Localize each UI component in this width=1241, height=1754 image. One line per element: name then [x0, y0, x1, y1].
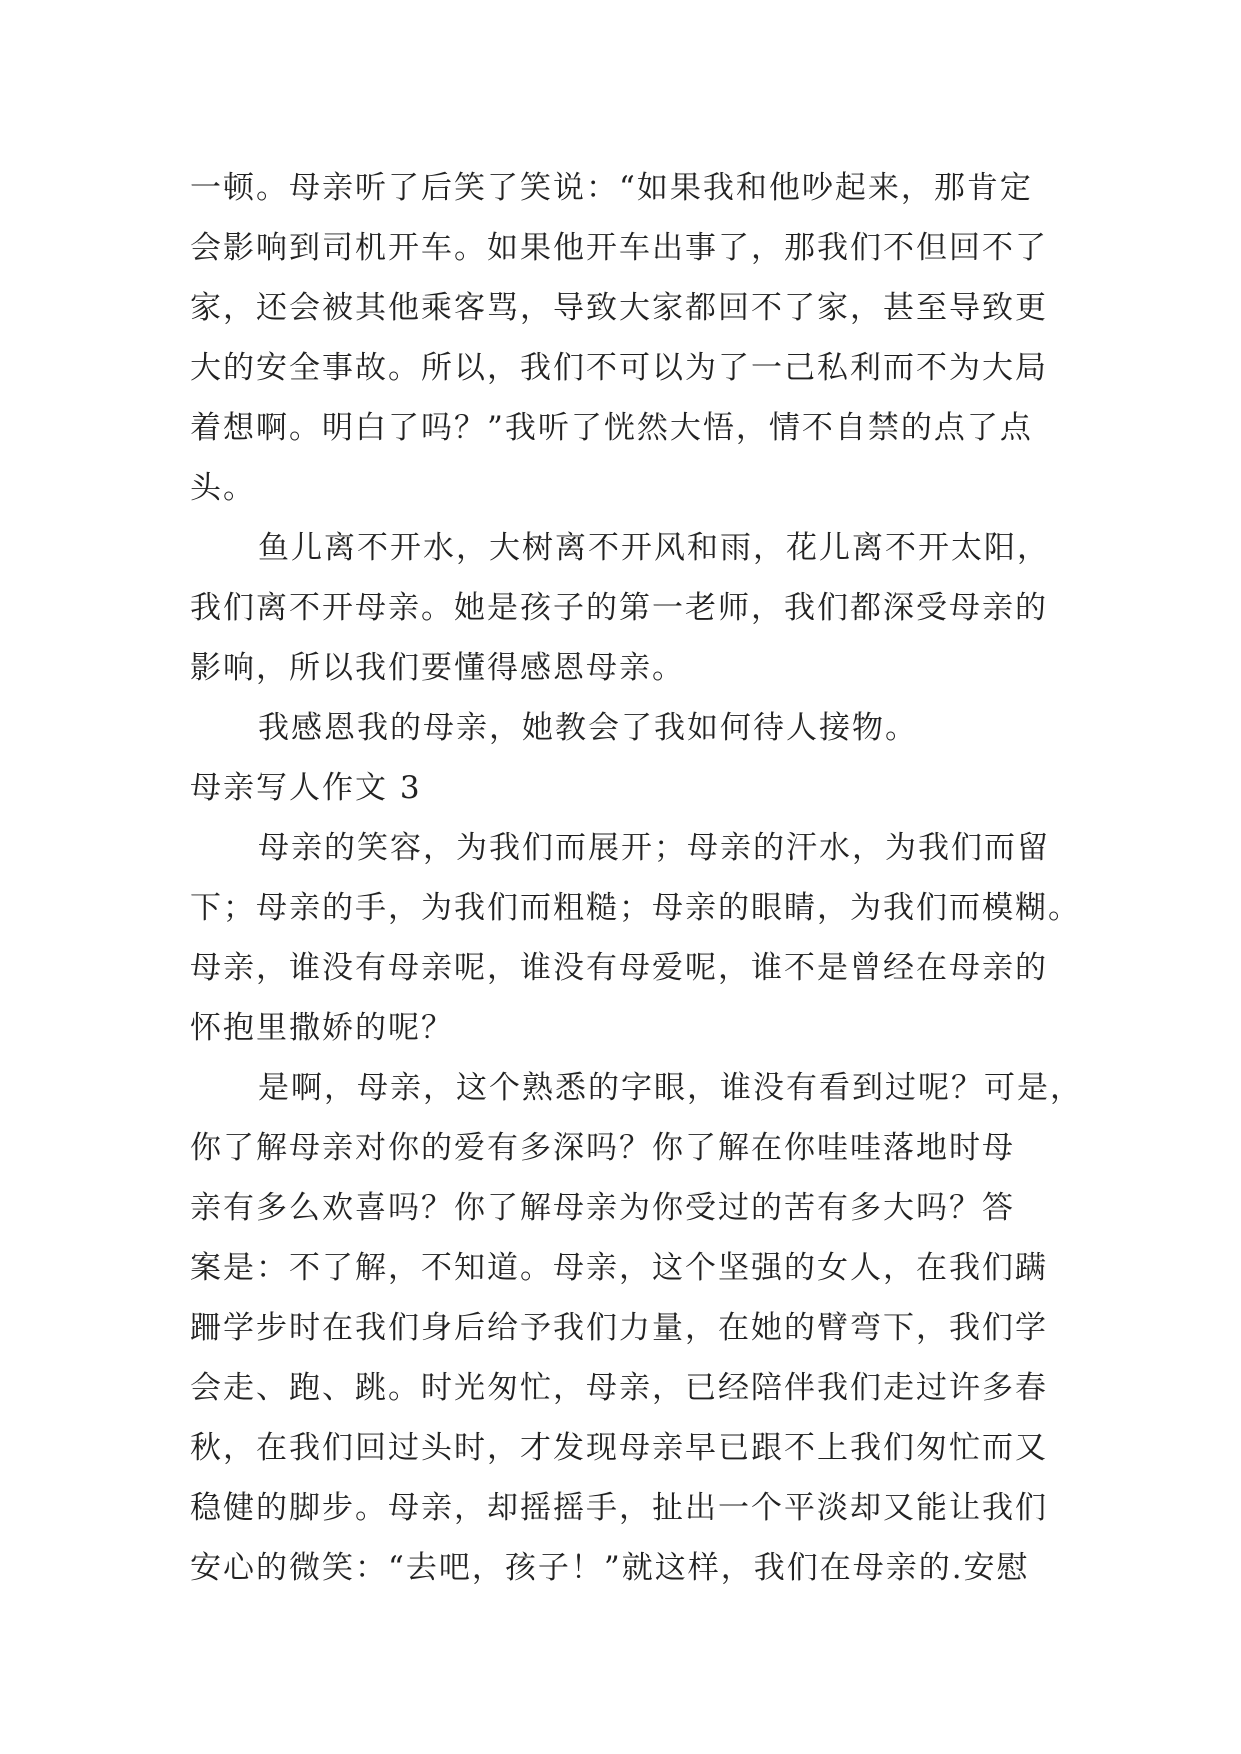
text-line: 我们离不开母亲。她是孩子的第一老师，我们都深受母亲的 [190, 590, 1048, 626]
text-line: 安心的微笑：“去吧，孩子！”就这样，我们在母亲的.安慰 [190, 1550, 1030, 1586]
paragraph-start-line: 鱼儿离不开水，大树离不开风和雨，花儿离不开太阳， [258, 530, 1050, 566]
text-line: 会影响到司机开车。如果他开车出事了，那我们不但回不了 [190, 230, 1048, 266]
text-line: 亲有多么欢喜吗？你了解母亲为你受过的苦有多大吗？答 [190, 1190, 1015, 1226]
paragraph-start-line: 是啊，母亲，这个熟悉的字眼，谁没有看到过呢？可是， [258, 1070, 1083, 1106]
section-title: 母亲写人作文 3 [190, 770, 422, 806]
text-line: 稳健的脚步。母亲，却摇摇手，扯出一个平淡却又能让我们 [190, 1490, 1048, 1526]
text-line: 家，还会被其他乘客骂，导致大家都回不了家，甚至导致更 [190, 290, 1048, 326]
article-body [190, 158, 1083, 1598]
text-line: 影响，所以我们要懂得感恩母亲。 [190, 650, 685, 686]
text-line: 下；母亲的手，为我们而粗糙；母亲的眼睛，为我们而模糊。 [190, 890, 1081, 926]
text-line: 母亲，谁没有母亲呢，谁没有母爱呢，谁不是曾经在母亲的 [190, 950, 1048, 986]
text-line: 跚学步时在我们身后给予我们力量，在她的臂弯下，我们学 [190, 1310, 1048, 1346]
text-line: 大的安全事故。所以，我们不可以为了一己私利而不为大局 [190, 350, 1048, 386]
text-line: 会走、跑、跳。时光匆忙，母亲，已经陪伴我们走过许多春 [190, 1370, 1048, 1406]
text-line: 一顿。母亲听了后笑了笑说：“如果我和他吵起来，那肯定 [190, 170, 1033, 206]
paragraph-start-line: 母亲的笑容，为我们而展开；母亲的汗水，为我们而留 [258, 830, 1050, 866]
text-line: 你了解母亲对你的爱有多深吗？你了解在你哇哇落地时母 [190, 1130, 1015, 1166]
text-line: 案是：不了解，不知道。母亲，这个坚强的女人，在我们蹒 [190, 1250, 1048, 1286]
paragraph-start-line: 我感恩我的母亲，她教会了我如何待人接物。 [258, 710, 918, 746]
text-line: 头。 [190, 470, 256, 506]
text-line: 着想啊。明白了吗？”我听了恍然大悟，情不自禁的点了点 [190, 410, 1033, 446]
text-line: 怀抱里撒娇的呢？ [190, 1010, 454, 1046]
text-line: 秋，在我们回过头时，才发现母亲早已跟不上我们匆忙而又 [190, 1430, 1048, 1466]
